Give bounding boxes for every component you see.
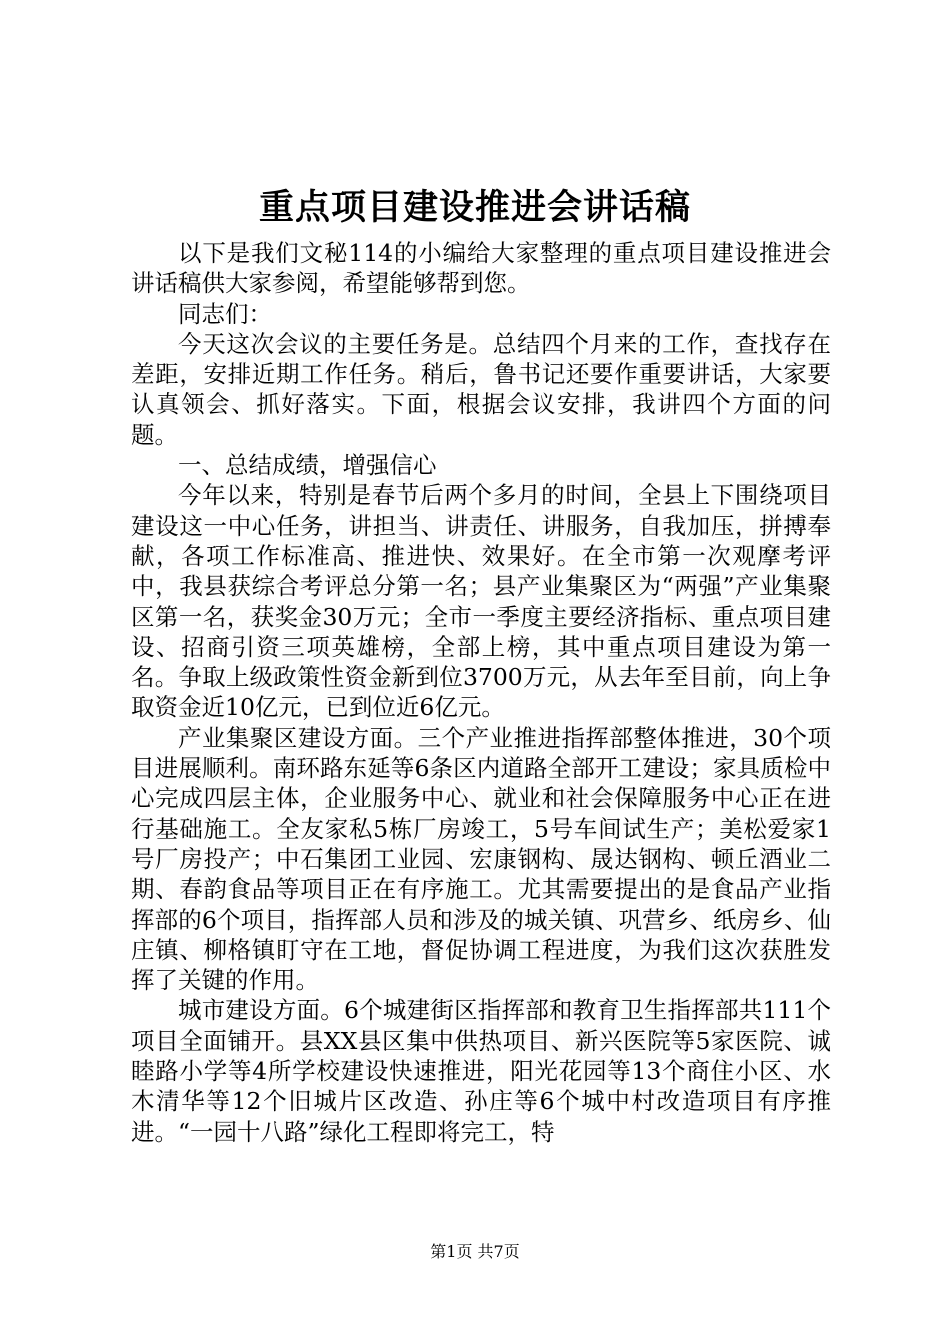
paragraph-industrial-cluster: 产业集聚区建设方面。三个产业推进指挥部整体推进，30个项目进展顺利。南环路东延等6条区内道路全部开工建设；家具质检中心完成四层主体，企业服务中心、就业和社会保障服务中心正在进行基础施工。全友家私5栋厂房竣工，5号车间试生产；美松爱家1号厂房投产；中石集团工业园、宏康钢构、晟达钢构、顿丘酒业二期、春韵食品等项目正在有序施工。尤其需要提出的是食品产业指挥部的6个项目，指挥部人员和涉及的城关镇、巩营乡、纸房乡、仙庄镇、柳格镇盯守在工地，督促协调工程进度，为我们这次获胜发挥了关键的作用。 xyxy=(131,723,831,995)
section-heading-1: 一、总结成绩，增强信心 xyxy=(178,451,437,480)
paragraph-meeting-tasks: 今天这次会议的主要任务是。总结四个月来的工作，查找存在差距，安排近期工作任务。稍后，鲁书记还要作重要讲话，大家要认真领会、抓好落实。下面，根据会议安排，我讲四个方面的问题。 xyxy=(131,329,831,449)
paragraph-intro: 以下是我们文秘114的小编给大家整理的重点项目建设推进会讲话稿供大家参阅，希望能够帮到您。 xyxy=(131,239,831,298)
paragraph-salutation: 同志们： xyxy=(178,299,272,328)
paragraph-urban-construction: 城市建设方面。6个城建街区指挥部和教育卫生指挥部共111个项目全面铺开。县XX县区集中供热项目、新兴医院等5家医院、诚睦路小学等4所学校建设快速推进，阳光花园等13个商住小区、水木清华等12个旧城片区改造、孙庄等6个城中村改造项目有序推进。“一园十八路”绿化工程即将完工，特 xyxy=(131,996,831,1146)
page-footer: 第1页 共7页 xyxy=(430,1242,520,1261)
document-body xyxy=(131,238,831,1147)
document-title: 重点项目建设推进会讲话稿 xyxy=(258,187,691,228)
paragraph-achievements: 今年以来，特别是春节后两个多月的时间，全县上下围绕项目建设这一中心任务，讲担当、讲责任、讲服务，自我加压，拼搏奉献，各项工作标准高、推进快、效果好。在全市第一次观摩考评中，我县获综合考评总分第一名；县产业集聚区为“两强”产业集聚区第一名，获奖金30万元；全市一季度主要经济指标、重点项目建设、招商引资三项英雄榜，全部上榜，其中重点项目建设为第一名。争取上级政策性资金新到位3700万元，从去年至目前，向上争取资金近10亿元，已到位近6亿元。 xyxy=(131,481,831,722)
